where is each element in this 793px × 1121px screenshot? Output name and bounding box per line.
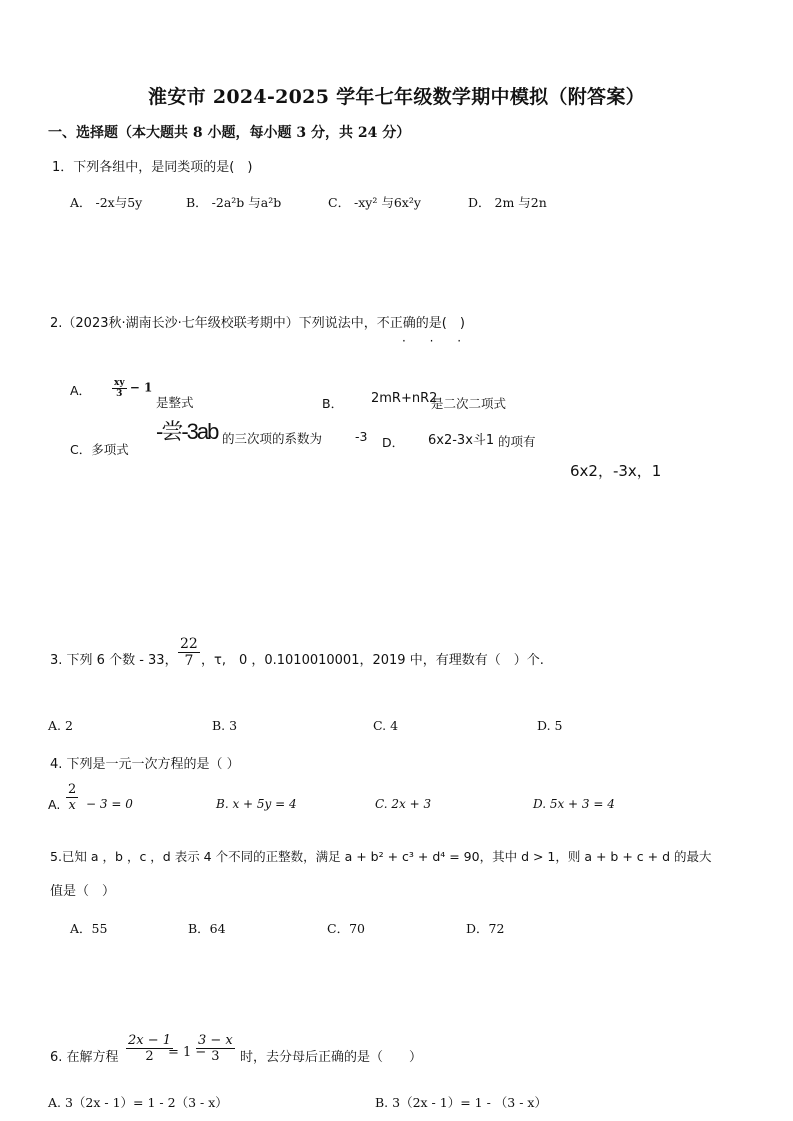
q2-option-d-label: D． [382,435,405,450]
q6-stem-pre: 6. 在解方程 [50,1050,119,1065]
section-heading: 一、选择题（本大题共 8 小题，每小题 3 分，共 24 分） [48,125,411,141]
q2-emphasis-dots: · · · [402,334,472,348]
q3-option-b: B. 3 [212,718,238,733]
q3-frac-num: 22 [180,636,198,652]
q6-equals: = 1 − [168,1045,207,1060]
q5-stem-line2: 值是（ ） [50,884,116,899]
q2-option-d-text: 的项有 [498,434,536,449]
q4-option-a-fraction [66,782,78,813]
q6-f2-num: 3 − x [198,1033,233,1048]
q5-option-d: D．72 [466,921,505,936]
q4-stem: 4. 下列是一元一次方程的是（ ） [50,757,240,772]
q2-a-frac-tail: − 1 [129,380,153,395]
q6-f2-den: 3 [211,1049,220,1064]
q6-f1-den: 2 [145,1049,154,1064]
q6-option-b: B. 3（2x - 1）= 1 - （3 - x） [375,1095,547,1110]
q4-option-b: B. x + 5y = 4 [216,797,297,811]
q2-option-c-value: -3 [355,429,368,444]
q2-option-b-label: B． [322,396,344,411]
q1-option-c: C． -xy² 与6x²y [328,195,421,210]
q4-a-frac-num: 2 [68,782,77,797]
q3-frac-den: 7 [184,653,194,669]
q2-option-a-text: 是整式 [156,395,194,410]
q3-option-d: D. 5 [537,718,563,733]
q3-stem-pre: 3. 下列 6 个数 - 33， [50,653,178,668]
q1-stem: 1．下列各组中，是同类项的是( ) [52,160,253,175]
q2-option-b-text: 是二次二项式 [431,396,507,411]
q4-option-d: D. 5x + 3 = 4 [533,797,615,811]
q2-a-frac-den: 3 [116,389,123,399]
q2-option-d-expr: 6x2-3x斗1 [428,433,495,448]
q5-stem-line1: 5.已知 a ，b ，c ，d 表示 4 个不同的正整数，满足 a + b² + c³ + d⁴ = 90，其中 d > 1，则 a + b + c + d 的最大 [50,849,712,864]
q6-f1-num: 2x − 1 [128,1033,172,1048]
q4-option-c: C. 2x + 3 [375,797,432,811]
q1-option-d: D． 2m 与2n [468,195,547,210]
q6-stem-post: 时，去分母后正确的是（ ） [240,1050,423,1065]
q2-a-frac-num: xy [114,378,125,388]
q3-fraction [178,636,200,669]
q1-option-b: B． -2a²b 与a²b [186,195,282,210]
q4-a-frac-den: x [68,798,76,813]
q3-option-a: A. 2 [48,718,73,733]
q3-stem-post: ，τ, 0 ，0.1010010001，2019 中，有理数有（ ）个. [201,653,544,668]
q5-option-a: A．55 [70,921,108,936]
q3-option-c: C. 4 [373,718,399,733]
page-title: 淮安市 2024-2025 学年七年级数学期中模拟（附答案） [148,86,645,108]
q2-stem: 2.（2023秋·湖南长沙·七年级校联考期中）下列说法中，不正确的是( ) [50,316,465,331]
q5-option-c: C．70 [327,921,365,936]
q2-option-c-label: C．多项式 [70,442,129,457]
q5-option-b: B．64 [188,921,226,936]
q2-option-a-label: A． [70,383,92,398]
q2-option-a-expression [112,378,152,399]
q1-option-a: A． -2x与5y [70,195,143,210]
q6-fraction-1 [126,1033,173,1064]
q2-option-c-expr: -尝-3ab [156,419,218,444]
q2-option-b-expr: 2mR+nR2 [371,391,438,406]
q6-fraction-2 [196,1033,235,1064]
q4-option-a-tail: − 3 = 0 [86,797,133,811]
q6-option-a: A. 3（2x - 1）= 1 - 2（3 - x） [48,1095,228,1110]
q2-option-c-text: 的三次项的系数为 [222,431,323,446]
q4-option-a-label: A. [48,797,61,812]
q2-option-d-terms: 6x2，-3x，1 [570,462,662,480]
